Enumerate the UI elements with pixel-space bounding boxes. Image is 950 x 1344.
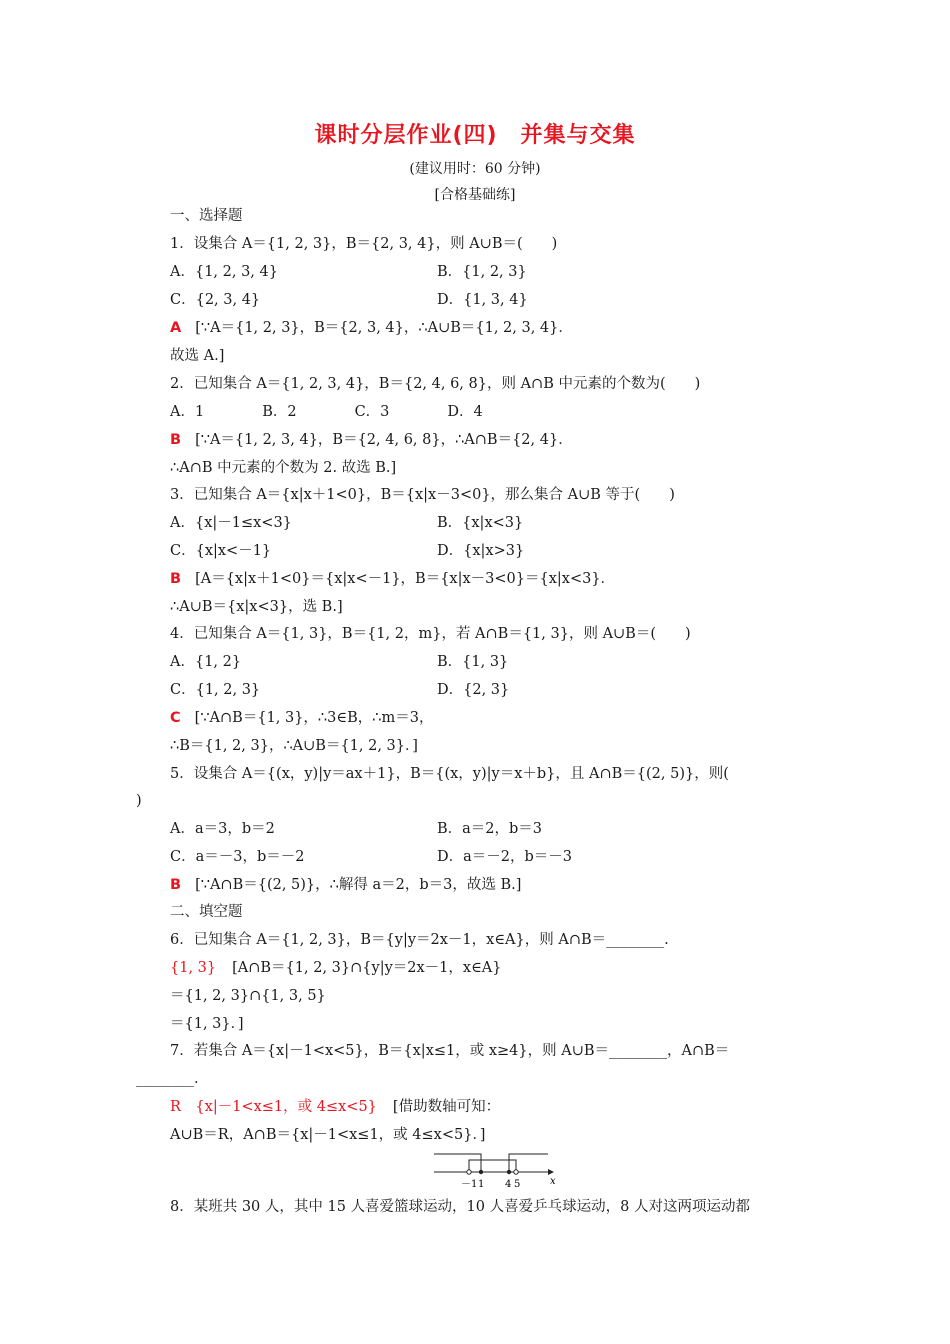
q1-answer: A (170, 320, 182, 336)
q7-solution-2: A∪B＝R，A∩B＝{x|－1<x≤1，或 4≤x<5}．] (170, 1127, 486, 1143)
q1-option-c: C．{2, 3, 4} (170, 292, 261, 308)
axis-label-x: x (550, 1176, 556, 1187)
q4-stem: 4．已知集合 A＝{1, 3}，B＝{1, 2，m}，若 A∩B＝{1, 3}，则 A∪B＝( ) (170, 626, 691, 642)
q6-solution (170, 958, 502, 978)
set-b-right-bracket (509, 1154, 548, 1172)
q4-solution (170, 708, 433, 728)
q4-solution-text: [∵A∩B＝{1, 3}，∴3∈B，∴m＝3， (194, 710, 434, 726)
q2-stem: 2．已知集合 A＝{1, 2, 3, 4}，B＝{2, 4, 6, 8}，则 A∩B 中元素的个数为( ) (170, 376, 701, 392)
axis-label-5: 5 (514, 1179, 521, 1190)
q3-solution-2: ∴A∪B＝{x|x<3}，选 B.] (170, 599, 343, 615)
q5-option-c: C．a＝－3，b＝－2 (170, 849, 305, 865)
q3-solution (170, 569, 615, 589)
page-title: 课时分层作业(四) 并集与交集 (314, 123, 636, 148)
point-minus1 (467, 1170, 471, 1174)
axis-arrow (548, 1169, 554, 1175)
q4-option-b: B．{1, 3} (437, 654, 509, 670)
q1-option-b: B．{1, 2, 3} (437, 264, 527, 280)
q3-answer: B (170, 571, 182, 587)
axis-label-4: 4 (505, 1179, 512, 1190)
point-1 (479, 1170, 483, 1174)
q6-stem: 6．已知集合 A＝{1, 2, 3}，B＝{y|y＝2x－1，x∈A}，则 A∩B＝________. (170, 932, 669, 948)
level-label: [合格基础练] (434, 187, 516, 203)
q5-solution-text: [∵A∩B＝{(2, 5)}，∴解得 a＝2，b＝3，故选 B.] (195, 877, 522, 893)
q7-solution (170, 1097, 500, 1117)
q2-solution-text: [∵A＝{1, 2, 3, 4}，B＝{2, 4, 6, 8}，∴A∩B＝{2, 4}． (195, 432, 573, 448)
q4-option-c: C．{1, 2, 3} (170, 682, 261, 698)
q4-option-d: D．{2, 3} (437, 682, 510, 698)
q5-option-b: B．a＝2，b＝3 (437, 821, 543, 837)
q3-option-d: D．{x|x>3} (437, 543, 525, 559)
q1-solution-text: [∵A＝{1, 2, 3}，B＝{2, 3, 4}，∴A∪B＝{1, 2, 3, 4}． (195, 320, 573, 336)
q7-solution-text: [借助数轴可知： (392, 1099, 501, 1115)
q6-solution-text: [A∩B＝{1, 2, 3}∩{y|y＝2x－1，x∈A} (232, 960, 502, 976)
q8-stem: 8．某班共 30 人，其中 15 人喜爱篮球运动，10 人喜爱乒乓球运动，8 人对这两项运动都 (170, 1199, 750, 1215)
q5-solution (170, 875, 521, 895)
q4-option-a: A．{1, 2} (170, 654, 242, 670)
q3-option-a: A．{x|－1≤x<3} (170, 515, 292, 531)
point-5 (514, 1170, 518, 1174)
q3-stem: 3．已知集合 A＝{x|x＋1<0}，B＝{x|x－3<0}，那么集合 A∪B 等于( ) (170, 487, 675, 503)
section-fill: 二、填空题 (170, 904, 243, 920)
q7-stem-2: ________. (136, 1071, 199, 1087)
q1-stem: 1．设集合 A＝{1, 2, 3}，B＝{2, 3, 4}，则 A∪B＝( ) (170, 236, 558, 252)
q5-stem-2: ) (136, 793, 142, 809)
q1-option-d: D．{1, 3, 4} (437, 292, 528, 308)
q4-solution-2: ∴B＝{1, 2, 3}，∴A∪B＝{1, 2, 3}．] (170, 738, 418, 754)
axis-label-minus1: －1 (461, 1179, 478, 1190)
q6-solution-2: ＝{1, 2, 3}∩{1, 3, 5} (170, 988, 326, 1004)
q5-answer: B (170, 877, 182, 893)
q5-option-d: D．a＝－2，b＝－3 (437, 849, 573, 865)
axis-label-1: 1 (478, 1179, 485, 1190)
suggested-time: (建议用时：60 分钟) (409, 161, 541, 177)
q6-solution-3: ＝{1, 3}．] (170, 1016, 244, 1032)
q7-answer: R {x|－1<x≤1，或 4≤x<5} (170, 1099, 377, 1115)
q4-answer: C (170, 710, 181, 726)
section-choice: 一、选择题 (170, 208, 243, 224)
point-4 (507, 1170, 511, 1174)
q3-solution-text: [A＝{x|x＋1<0}＝{x|x<－1}，B＝{x|x－3<0}＝{x|x<3}． (195, 571, 616, 587)
q6-answer: {1, 3} (170, 960, 217, 976)
q5-stem: 5．设集合 A＝{(x，y)|y＝ax＋1}，B＝{(x，y)|y＝x＋b}，且 A∩B＝{(2, 5)}，则( (170, 766, 729, 782)
q1-option-a: A．{1, 2, 3, 4} (170, 264, 278, 280)
q7-stem: 7．若集合 A＝{x|－1<x<5}，B＝{x|x≤1，或 x≥4}，则 A∪B＝________，A∩B＝ (170, 1043, 730, 1059)
q3-option-c: C．{x|x<－1} (170, 543, 272, 559)
q2-answer: B (170, 432, 182, 448)
set-b-left-bracket (434, 1154, 481, 1172)
q2-solution (170, 430, 573, 450)
q5-option-a: A．a＝3，b＝2 (170, 821, 275, 837)
q3-option-b: B．{x|x<3} (437, 515, 524, 531)
q1-solution (170, 318, 573, 338)
q1-solution-2: 故选 A.] (170, 348, 225, 364)
q2-options: A．1 B．2 C．3 D．4 (170, 404, 483, 420)
number-line-figure (432, 1150, 562, 1190)
q2-solution-2: ∴A∩B 中元素的个数为 2. 故选 B.] (170, 460, 397, 476)
